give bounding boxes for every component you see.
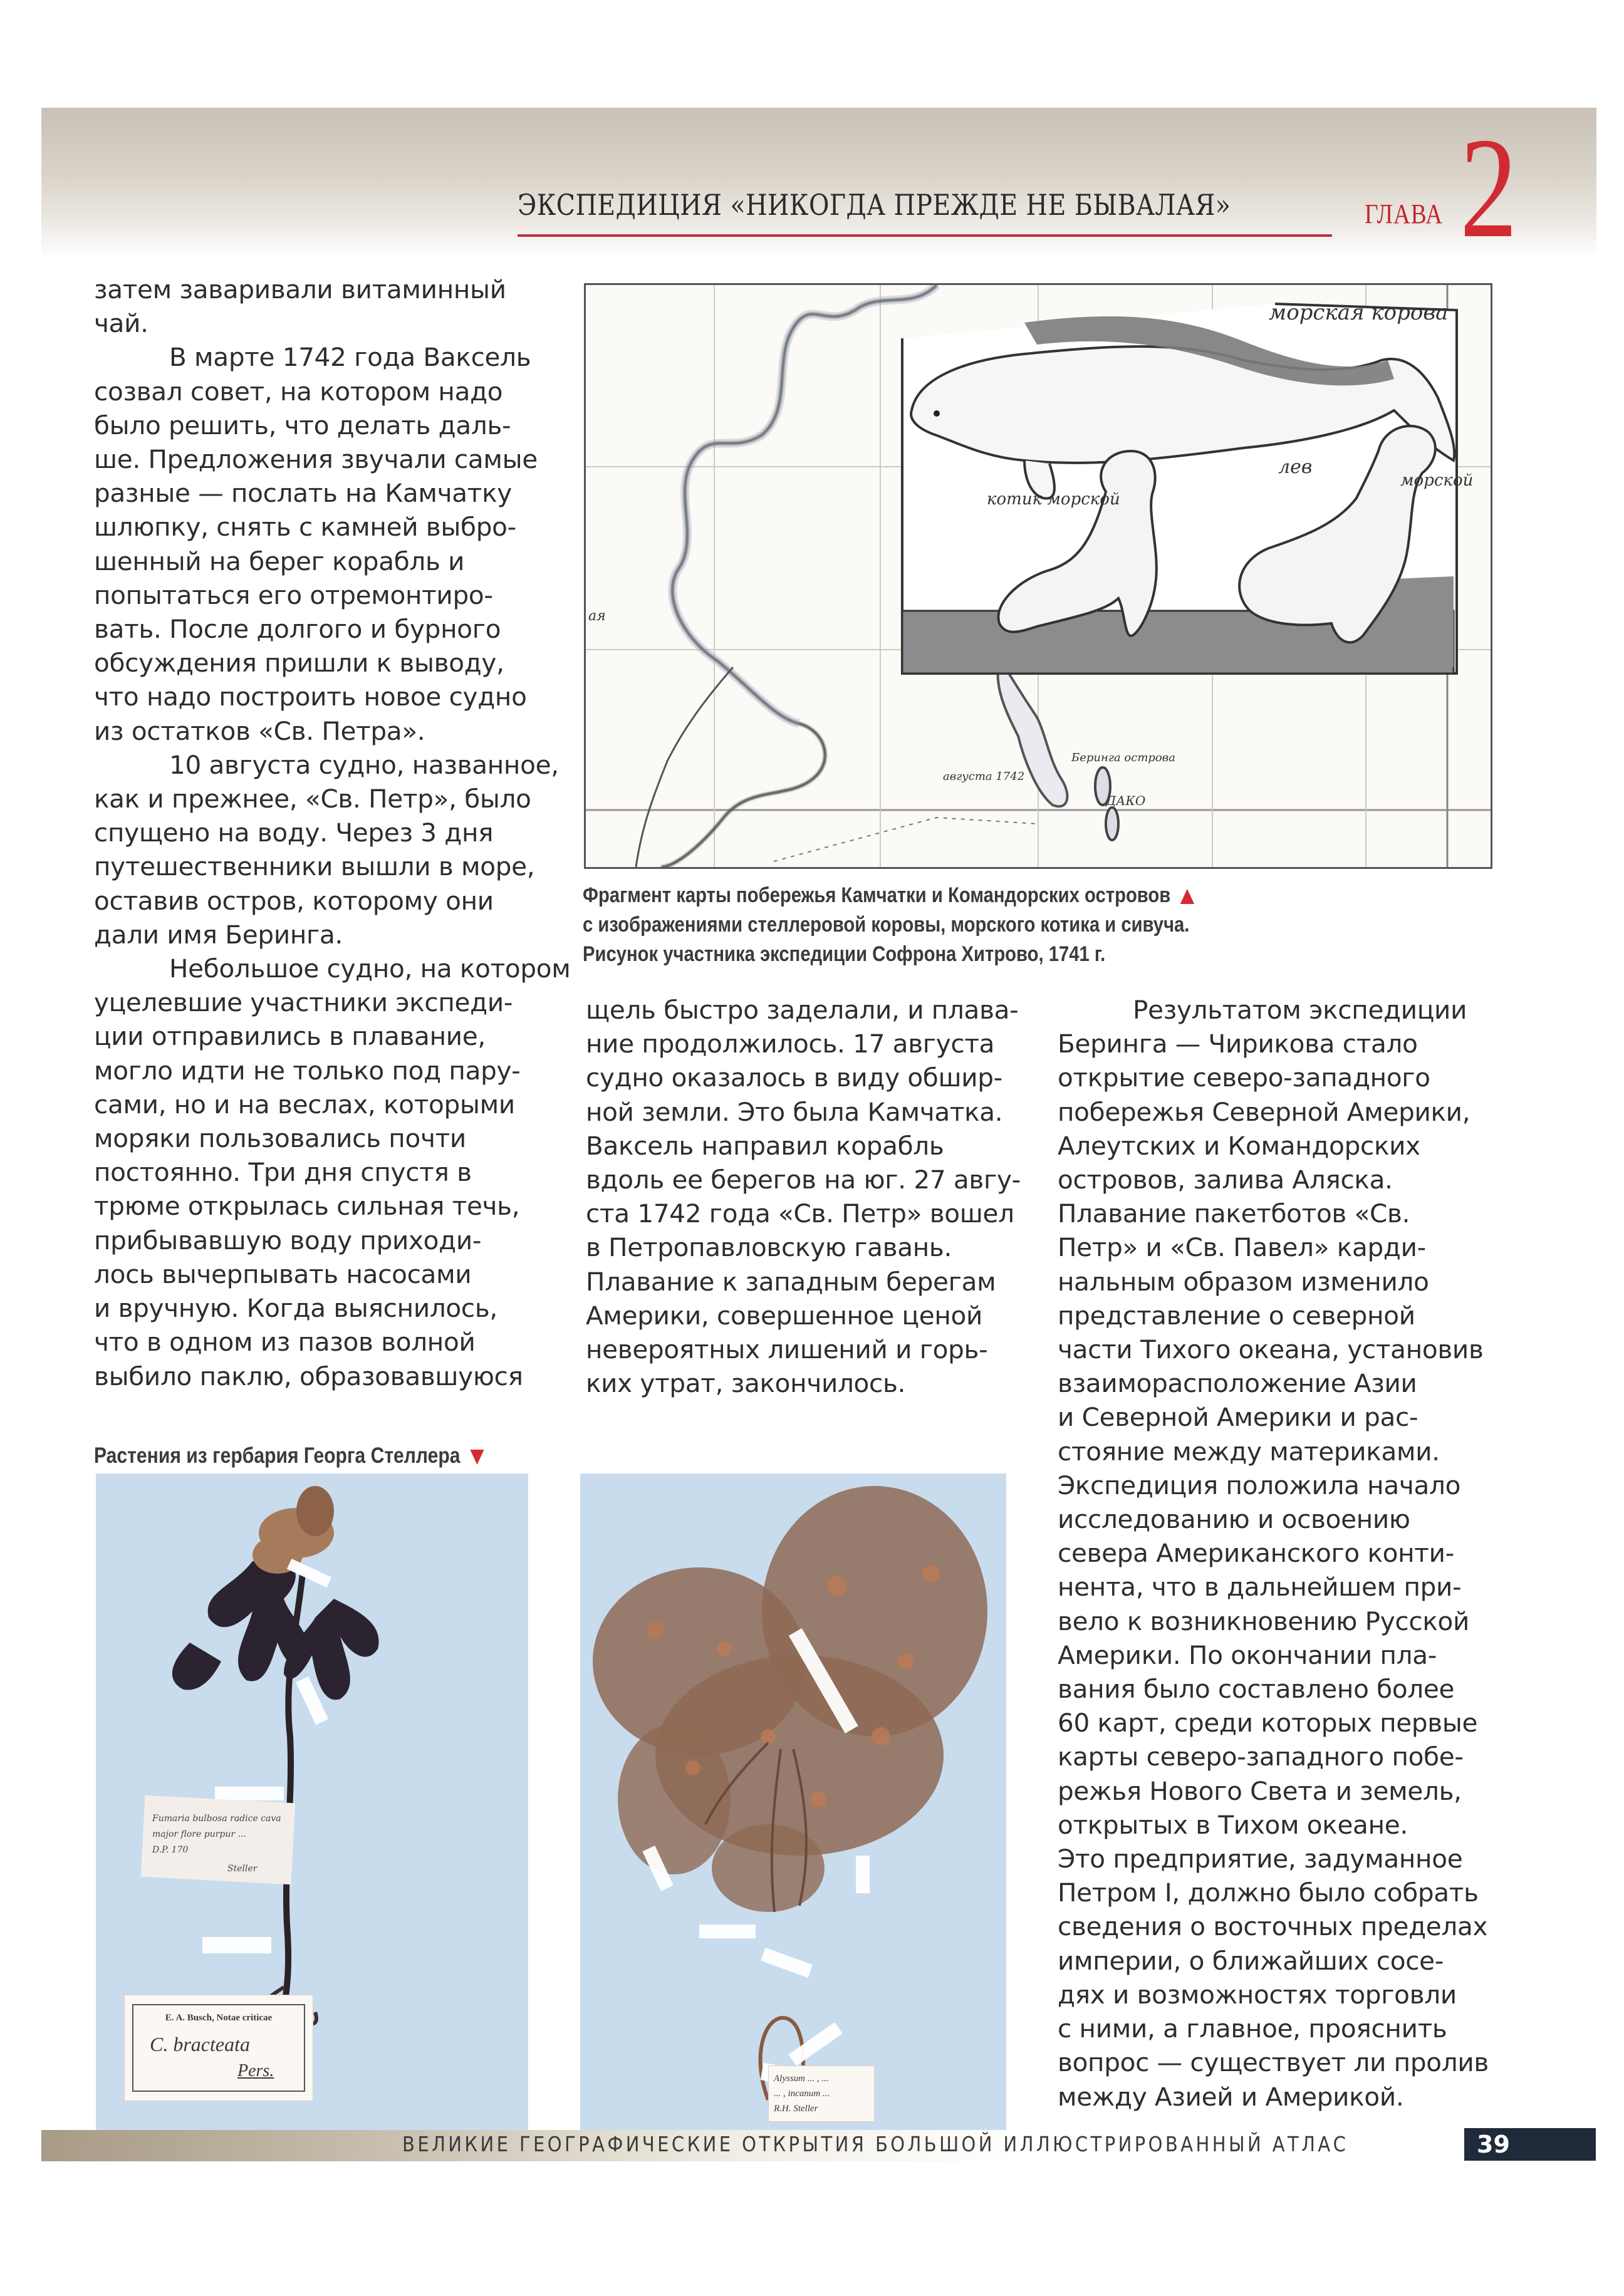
text-line: лось вычерпывать насосами <box>94 1259 472 1289</box>
herbarium-caption: Растения из гербария Георга Стеллера <box>94 1441 484 1470</box>
chapter-label: ГЛАВА <box>1365 199 1444 229</box>
text-line: 10 августа судно, названное, <box>169 749 559 780</box>
map-illustration <box>584 283 1492 869</box>
text-line: чай. <box>94 308 148 339</box>
text-line: режья Нового Света и земель, <box>1058 1775 1462 1806</box>
map-caption <box>583 881 1497 969</box>
text-line: вания было составлено более <box>1058 1674 1455 1705</box>
map-label-island: Беринга острова <box>1071 751 1175 764</box>
map-caption-line-1: Фрагмент карты побережья Камчатки и Командорских островов <box>583 881 1370 910</box>
text-line: затем заваривали витаминный <box>94 274 506 304</box>
text-line: Америки, совершенное ценой <box>586 1300 983 1331</box>
specimen-label-line: R.H. Steller <box>774 2104 818 2114</box>
text-line: Результатом экспедиции <box>1133 995 1467 1025</box>
text-line: прибывавшую воду приходи- <box>94 1225 482 1255</box>
text-line: дях и возможностях торговли <box>1058 1979 1457 2010</box>
text-line: исследованию и освоению <box>1058 1504 1410 1535</box>
text-line: сведения о восточных пределах <box>1058 1911 1488 1942</box>
text-column-middle <box>586 993 1037 1400</box>
header-rule <box>518 234 1332 237</box>
text-line: части Тихого океана, установив <box>1058 1334 1484 1365</box>
text-line: было решить, что делать даль- <box>94 410 511 440</box>
text-line: вать. После долгого и бурного <box>94 614 501 645</box>
text-line: могло идти не только под пару- <box>94 1055 521 1086</box>
svg-text:D.P. 170: D.P. 170 <box>152 1845 189 1855</box>
triangle-up-icon <box>1180 889 1194 904</box>
text-column-right <box>1058 993 1515 2114</box>
text-line: созвал совет, на котором надо <box>94 376 503 407</box>
map-label-sea-lion: лев <box>1278 456 1313 478</box>
text-line: нента, что в дальнейшем при- <box>1058 1572 1462 1603</box>
text-line: разные — послать на Камчатку <box>94 478 512 509</box>
map-label-date: августа 1742 <box>943 770 1025 783</box>
text-line: щель быстро заделали, и плава- <box>586 995 1019 1025</box>
specimen-label-left <box>124 1995 313 2101</box>
text-line: дали имя Беринга. <box>94 919 343 950</box>
text-line: Беринга — Чирикова стало <box>1058 1029 1418 1059</box>
text-line: карты северо-западного побе- <box>1058 1742 1464 1772</box>
text-line: между Азией и Америкой. <box>1058 2081 1404 2112</box>
text-line: моряки пользовались почти <box>94 1123 466 1154</box>
text-line: севера Американского конти- <box>1058 1538 1454 1569</box>
specimen-label-line: ... , incanum ... <box>774 2089 830 2099</box>
text-line: империи, о ближайших сосе- <box>1058 1945 1444 1976</box>
svg-text:major flore purpur ...: major flore purpur ... <box>152 1829 246 1839</box>
text-line: 60 карт, среди которых первые <box>1058 1708 1478 1738</box>
text-line: открытых в Тихом океане. <box>1058 1809 1408 1840</box>
text-line: оставив остров, которому они <box>94 885 494 916</box>
text-line: что надо построить новое судно <box>94 682 527 712</box>
text-line: ста 1742 года «Св. Петр» вошел <box>586 1198 1014 1229</box>
herbarium-specimen-left <box>96 1473 528 2134</box>
text-line: стояние между материками. <box>1058 1436 1440 1467</box>
text-line: Америки. По окончании пла- <box>1058 1639 1437 1670</box>
svg-text:Fumaria bulbosa radice cava: Fumaria bulbosa radice cava <box>152 1814 281 1824</box>
specimen-label-line: Alyssum ... , ... <box>774 2074 829 2084</box>
specimen-label-name: C. bracteata <box>150 2033 250 2055</box>
page-number: 39 <box>1477 2131 1510 2158</box>
text-line: В марте 1742 года Ваксель <box>169 342 531 373</box>
text-line: ких утрат, закончилось. <box>586 1368 906 1399</box>
map-label-fur-seal: котик морской <box>987 490 1120 509</box>
text-line: взаиморасположение Азии <box>1058 1368 1417 1399</box>
text-line: и Северной Америки и рас- <box>1058 1402 1418 1433</box>
map-label-partial: ая <box>588 608 606 624</box>
text-line: сами, но и на веслах, которыми <box>94 1089 515 1119</box>
text-line: Ваксель направил корабль <box>586 1130 944 1161</box>
text-line: Петром I, должно было собрать <box>1058 1878 1479 1908</box>
text-line: и вручную. Когда выяснилось, <box>94 1293 498 1324</box>
map-label-place: ДАКО <box>1106 793 1146 808</box>
text-line: Петр» и «Св. Павел» карди- <box>1058 1232 1426 1263</box>
text-line: Это предприятие, задуманное <box>1058 1844 1463 1874</box>
text-line: выбило паклю, образовавшуюся <box>94 1361 523 1391</box>
text-line: вело к возникновению Русской <box>1058 1606 1470 1636</box>
herbarium-specimen-right <box>580 1473 1006 2138</box>
text-line: ше. Предложения звучали самые <box>94 444 538 475</box>
svg-text:Steller: Steller <box>227 1864 258 1874</box>
text-line: с ними, а главное, прояснить <box>1058 2013 1447 2044</box>
text-line: трюме открылась сильная течь, <box>94 1191 520 1222</box>
text-line: в Петропавловскую гавань. <box>586 1232 952 1263</box>
text-line: обсуждения пришли к выводу, <box>94 648 504 678</box>
text-line: невероятных лишений и горь- <box>586 1334 988 1365</box>
map-caption-line-2: с изображениями стеллеровой коровы, морского котика и сивуча. <box>583 913 1190 937</box>
text-line: шлюпку, снять с камней выбро- <box>94 512 516 543</box>
running-header-title: ЭКСПЕДИЦИЯ «НИКОГДА ПРЕЖДЕ НЕ БЫВАЛАЯ» <box>518 188 1231 222</box>
map-label-sea-lion-2: морской <box>1400 471 1474 490</box>
text-line: островов, залива Аляска. <box>1058 1165 1393 1195</box>
text-column-left <box>94 273 571 1393</box>
text-line: ции отправились в плавание, <box>94 1021 486 1052</box>
text-line: вдоль ее берегов на юг. 27 авгу- <box>586 1165 1021 1195</box>
map-caption-line-3: Рисунок участника экспедиции Софрона Хитрово, 1741 г. <box>583 942 1106 966</box>
text-line: из остатков «Св. Петра». <box>94 715 425 746</box>
page-number-box <box>1464 2128 1596 2161</box>
specimen-label-right <box>768 2065 875 2122</box>
text-line: судно оказалось в виду обшир- <box>586 1062 1002 1093</box>
text-line: спущено на воду. Через 3 дня <box>94 818 494 848</box>
text-line: уцелевшие участники экспеди- <box>94 987 513 1018</box>
text-line: Экспедиция положила начало <box>1058 1470 1461 1500</box>
text-line: нальным образом изменило <box>1058 1266 1429 1297</box>
alyssum-specimen-drawing <box>580 1473 1006 2138</box>
footer-series-title: ВЕЛИКИЕ ГЕОГРАФИЧЕСКИЕ ОТКРЫТИЯ БОЛЬШОЙ ИЛЛЮСТРИРОВАННЫЙ АТЛАС <box>402 2132 1349 2156</box>
specimen-label-author: Pers. <box>237 2061 274 2080</box>
text-line: Алеутских и Командорских <box>1058 1130 1420 1161</box>
text-line: попытаться его отремонтиро- <box>94 579 493 610</box>
text-line: открытие северо-западного <box>1058 1062 1430 1093</box>
triangle-down-icon <box>470 1450 484 1465</box>
text-line: Плавание к западным берегам <box>586 1266 996 1297</box>
text-line: ной земли. Это была Камчатка. <box>586 1096 1003 1127</box>
historical-map-drawing <box>586 285 1491 867</box>
map-label-sea-cow: морская корова <box>1269 300 1449 325</box>
text-line: ние продолжилось. 17 августа <box>586 1029 995 1059</box>
specimen-label-printed: E. A. Busch, Notae criticae <box>165 2013 273 2023</box>
chapter-number: 2 <box>1460 108 1517 268</box>
text-line: как и прежнее, «Св. Петр», было <box>94 784 531 814</box>
text-line: побережья Северной Америки, <box>1058 1096 1470 1127</box>
text-line: Небольшое судно, на котором <box>169 953 571 984</box>
text-line: Плавание пакетботов «Св. <box>1058 1198 1410 1229</box>
text-line: путешественники вышли в море, <box>94 851 535 882</box>
text-line: шенный на берег корабль и <box>94 546 465 576</box>
text-line: представление о северной <box>1058 1300 1415 1331</box>
text-line: вопрос — существует ли пролив <box>1058 2047 1489 2078</box>
text-line: постоянно. Три дня спустя в <box>94 1157 472 1188</box>
text-line: что в одном из пазов волной <box>94 1327 476 1358</box>
